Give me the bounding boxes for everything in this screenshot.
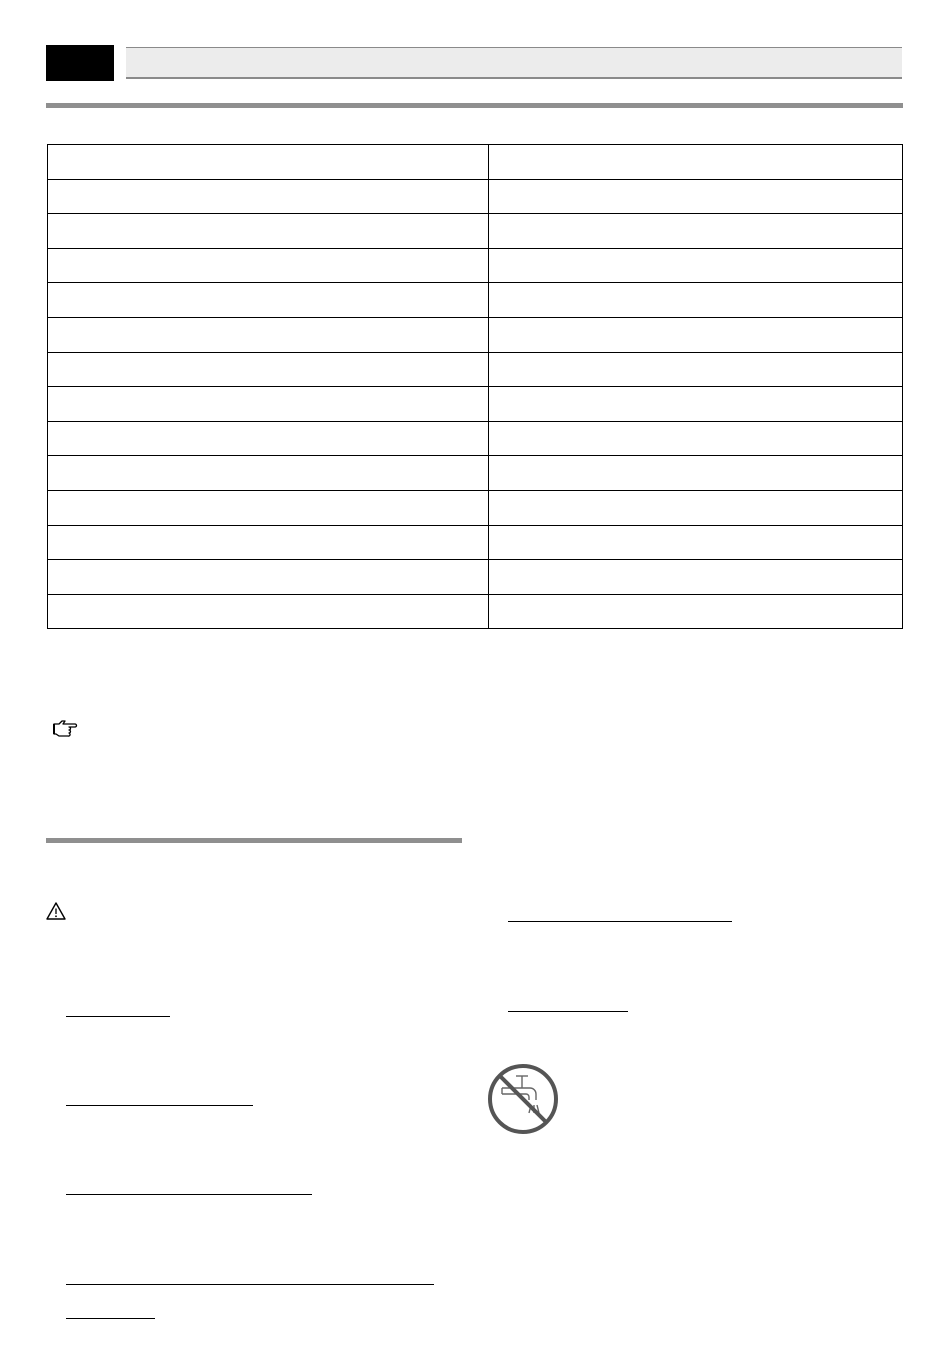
table-cell [489, 179, 903, 214]
table-row [48, 214, 903, 249]
table-cell [48, 594, 489, 629]
page-number-block [46, 45, 114, 81]
specification-table [47, 144, 903, 629]
table-cell [489, 421, 903, 456]
table-cell [48, 490, 489, 525]
table-cell [489, 387, 903, 422]
table-cell [489, 594, 903, 629]
table-cell [489, 560, 903, 595]
table-row [48, 490, 903, 525]
underline-rule [66, 1318, 155, 1319]
table-row [48, 248, 903, 283]
table-row [48, 145, 903, 180]
table-cell [489, 525, 903, 560]
table-row [48, 283, 903, 318]
table-row [48, 560, 903, 595]
table-cell [48, 352, 489, 387]
underline-rule [508, 921, 732, 922]
table-cell [48, 525, 489, 560]
table-row [48, 421, 903, 456]
underline-rule [66, 1284, 434, 1285]
table-cell [489, 248, 903, 283]
underline-rule [66, 1105, 253, 1106]
table-cell [48, 145, 489, 180]
no-running-water-icon [486, 1062, 560, 1136]
underline-rule [66, 1194, 312, 1195]
section-divider [46, 838, 462, 843]
table-cell [489, 283, 903, 318]
table-cell [489, 145, 903, 180]
table-cell [489, 490, 903, 525]
table-cell [48, 317, 489, 352]
table-row [48, 525, 903, 560]
table-cell [489, 456, 903, 491]
table-row [48, 594, 903, 629]
table-row [48, 387, 903, 422]
table-cell [48, 456, 489, 491]
table-cell [48, 560, 489, 595]
table-cell [48, 179, 489, 214]
table-cell [48, 421, 489, 456]
table-row [48, 456, 903, 491]
table-cell [48, 387, 489, 422]
warning-triangle-icon [46, 902, 66, 920]
underline-rule [508, 1011, 628, 1012]
table-cell [48, 214, 489, 249]
table-row [48, 179, 903, 214]
table-cell [48, 283, 489, 318]
pointing-hand-icon [52, 719, 78, 737]
table-cell [48, 248, 489, 283]
section-header-bar [126, 47, 902, 79]
table-cell [489, 317, 903, 352]
table-row [48, 317, 903, 352]
table-cell [489, 214, 903, 249]
table-cell [489, 352, 903, 387]
table-row [48, 352, 903, 387]
underline-rule [66, 1016, 170, 1017]
header-divider [46, 103, 903, 108]
